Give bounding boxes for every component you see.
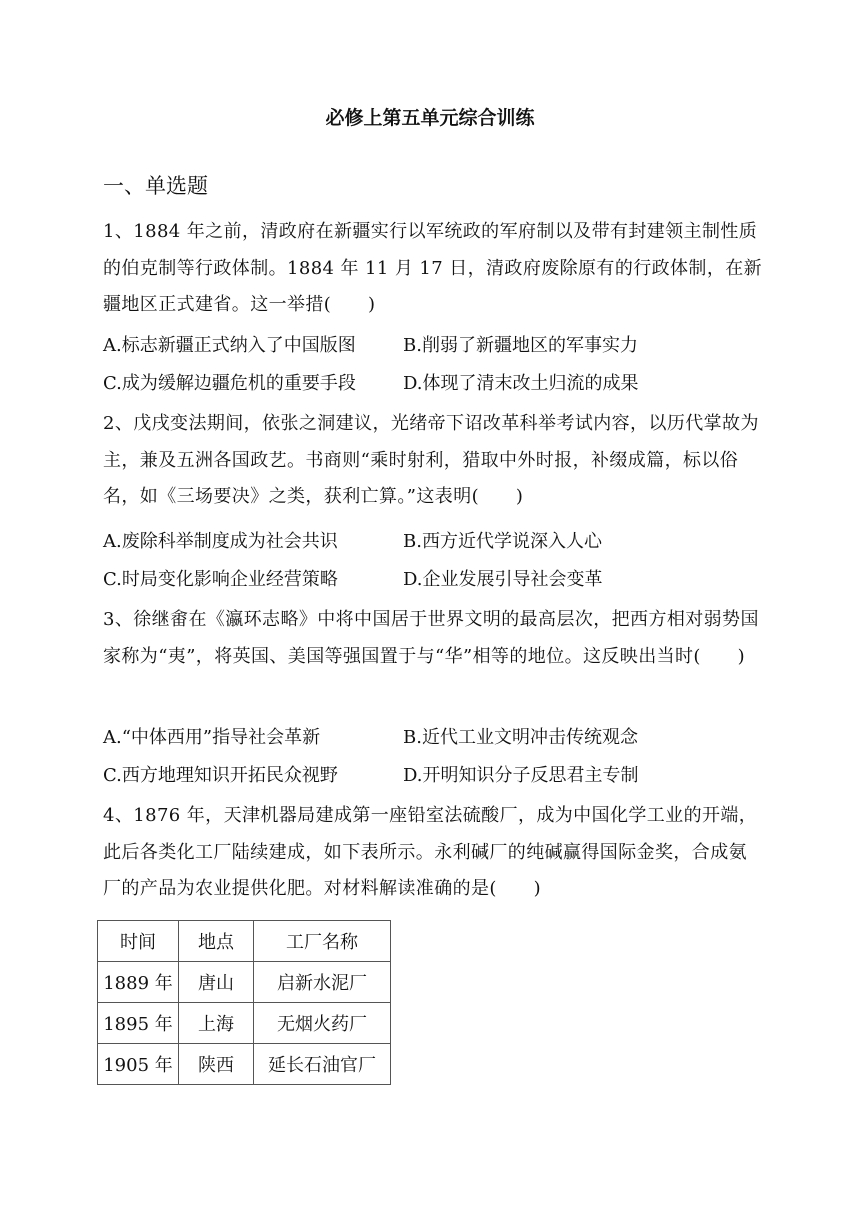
table-header-cell: 时间 — [98, 921, 179, 962]
table-row — [98, 962, 391, 1003]
question-2-option-d[interactable]: D.企业发展引导社会变革 — [403, 569, 603, 590]
table-header-row — [98, 921, 391, 962]
question-3-options-row-1 — [103, 720, 638, 757]
table-header-cell: 工厂名称 — [254, 921, 391, 962]
page-title: 必修上第五单元综合训练 — [325, 107, 535, 129]
question-3-stem: 3、徐继畬在《瀛环志略》中将中国居于世界文明的最高层次，把西方相对弱势国家称为“夷”，将英国、美国等强国置于与“华”相等的地位。这反映出当时( ) — [103, 609, 759, 667]
table-cell-time: 1889 年 — [98, 962, 179, 1003]
question-2-option-c[interactable]: C.时局变化影响企业经营策略 — [103, 569, 338, 590]
table-cell-place: 唐山 — [179, 962, 254, 1003]
table-row — [98, 1003, 391, 1044]
question-1-option-a[interactable]: A.标志新疆正式纳入了中国版图 — [103, 335, 356, 356]
table-cell-factory: 延长石油官厂 — [254, 1044, 391, 1085]
question-2-option-a[interactable]: A.废除科举制度成为社会共识 — [103, 531, 338, 552]
question-2-options-row-2 — [103, 562, 603, 599]
question-3-option-b[interactable]: B.近代工业文明冲击传统观念 — [403, 727, 638, 748]
question-1-option-b[interactable]: B.削弱了新疆地区的军事实力 — [403, 335, 638, 356]
question-3-option-c[interactable]: C.西方地理知识开拓民众视野 — [103, 765, 338, 786]
question-3-options-row-2 — [103, 758, 639, 795]
section-heading: 一、单选题 — [103, 174, 208, 198]
table-cell-place: 上海 — [179, 1003, 254, 1044]
table-row — [98, 1044, 391, 1085]
question-1-option-c[interactable]: C.成为缓解边疆危机的重要手段 — [103, 373, 356, 394]
question-3-option-d[interactable]: D.开明知识分子反思君主专制 — [403, 765, 639, 786]
factory-table — [97, 920, 391, 1085]
table-cell-place: 陕西 — [179, 1044, 254, 1085]
question-1-options-row-2 — [103, 366, 639, 403]
table-cell-time: 1895 年 — [98, 1003, 179, 1044]
table-cell-time: 1905 年 — [98, 1044, 179, 1085]
question-4-stem: 4、1876 年，天津机器局建成第一座铅室法硫酸厂，成为中国化学工业的开端，此后各类化工厂陆续建成，如下表所示。永利碱厂的纯碱赢得国际金奖，合成氨厂的产品为农业提供化肥。对材料解读准确的是( ) — [103, 805, 758, 899]
question-3-option-a[interactable]: A.“中体西用”指导社会革新 — [103, 727, 321, 748]
question-1-option-d[interactable]: D.体现了清末改土归流的成果 — [403, 373, 639, 394]
question-2-options-row-1 — [103, 524, 602, 561]
table-header-cell: 地点 — [179, 921, 254, 962]
table-cell-factory: 启新水泥厂 — [254, 962, 391, 1003]
table-cell-factory: 无烟火药厂 — [254, 1003, 391, 1044]
question-1-stem: 1、1884 年之前，清政府在新疆实行以军统政的军府制以及带有封建领主制性质的伯克制等行政体制。1884 年 11 月 17 日，清政府废除原有的行政体制，在新疆地区正式建省。这一举措( ) — [103, 221, 763, 315]
question-2-stem: 2、戊戌变法期间，依张之洞建议，光绪帝下诏改革科举考试内容，以历代掌故为主，兼及五洲各国政艺。书商则“乘时射利，猎取中外时报，补缀成篇，标以俗名，如《三场要决》之类，获利亡算。”这表明( ) — [103, 413, 759, 507]
question-1-options-row-1 — [103, 328, 638, 365]
question-2-option-b[interactable]: B.西方近代学说深入人心 — [403, 531, 602, 552]
